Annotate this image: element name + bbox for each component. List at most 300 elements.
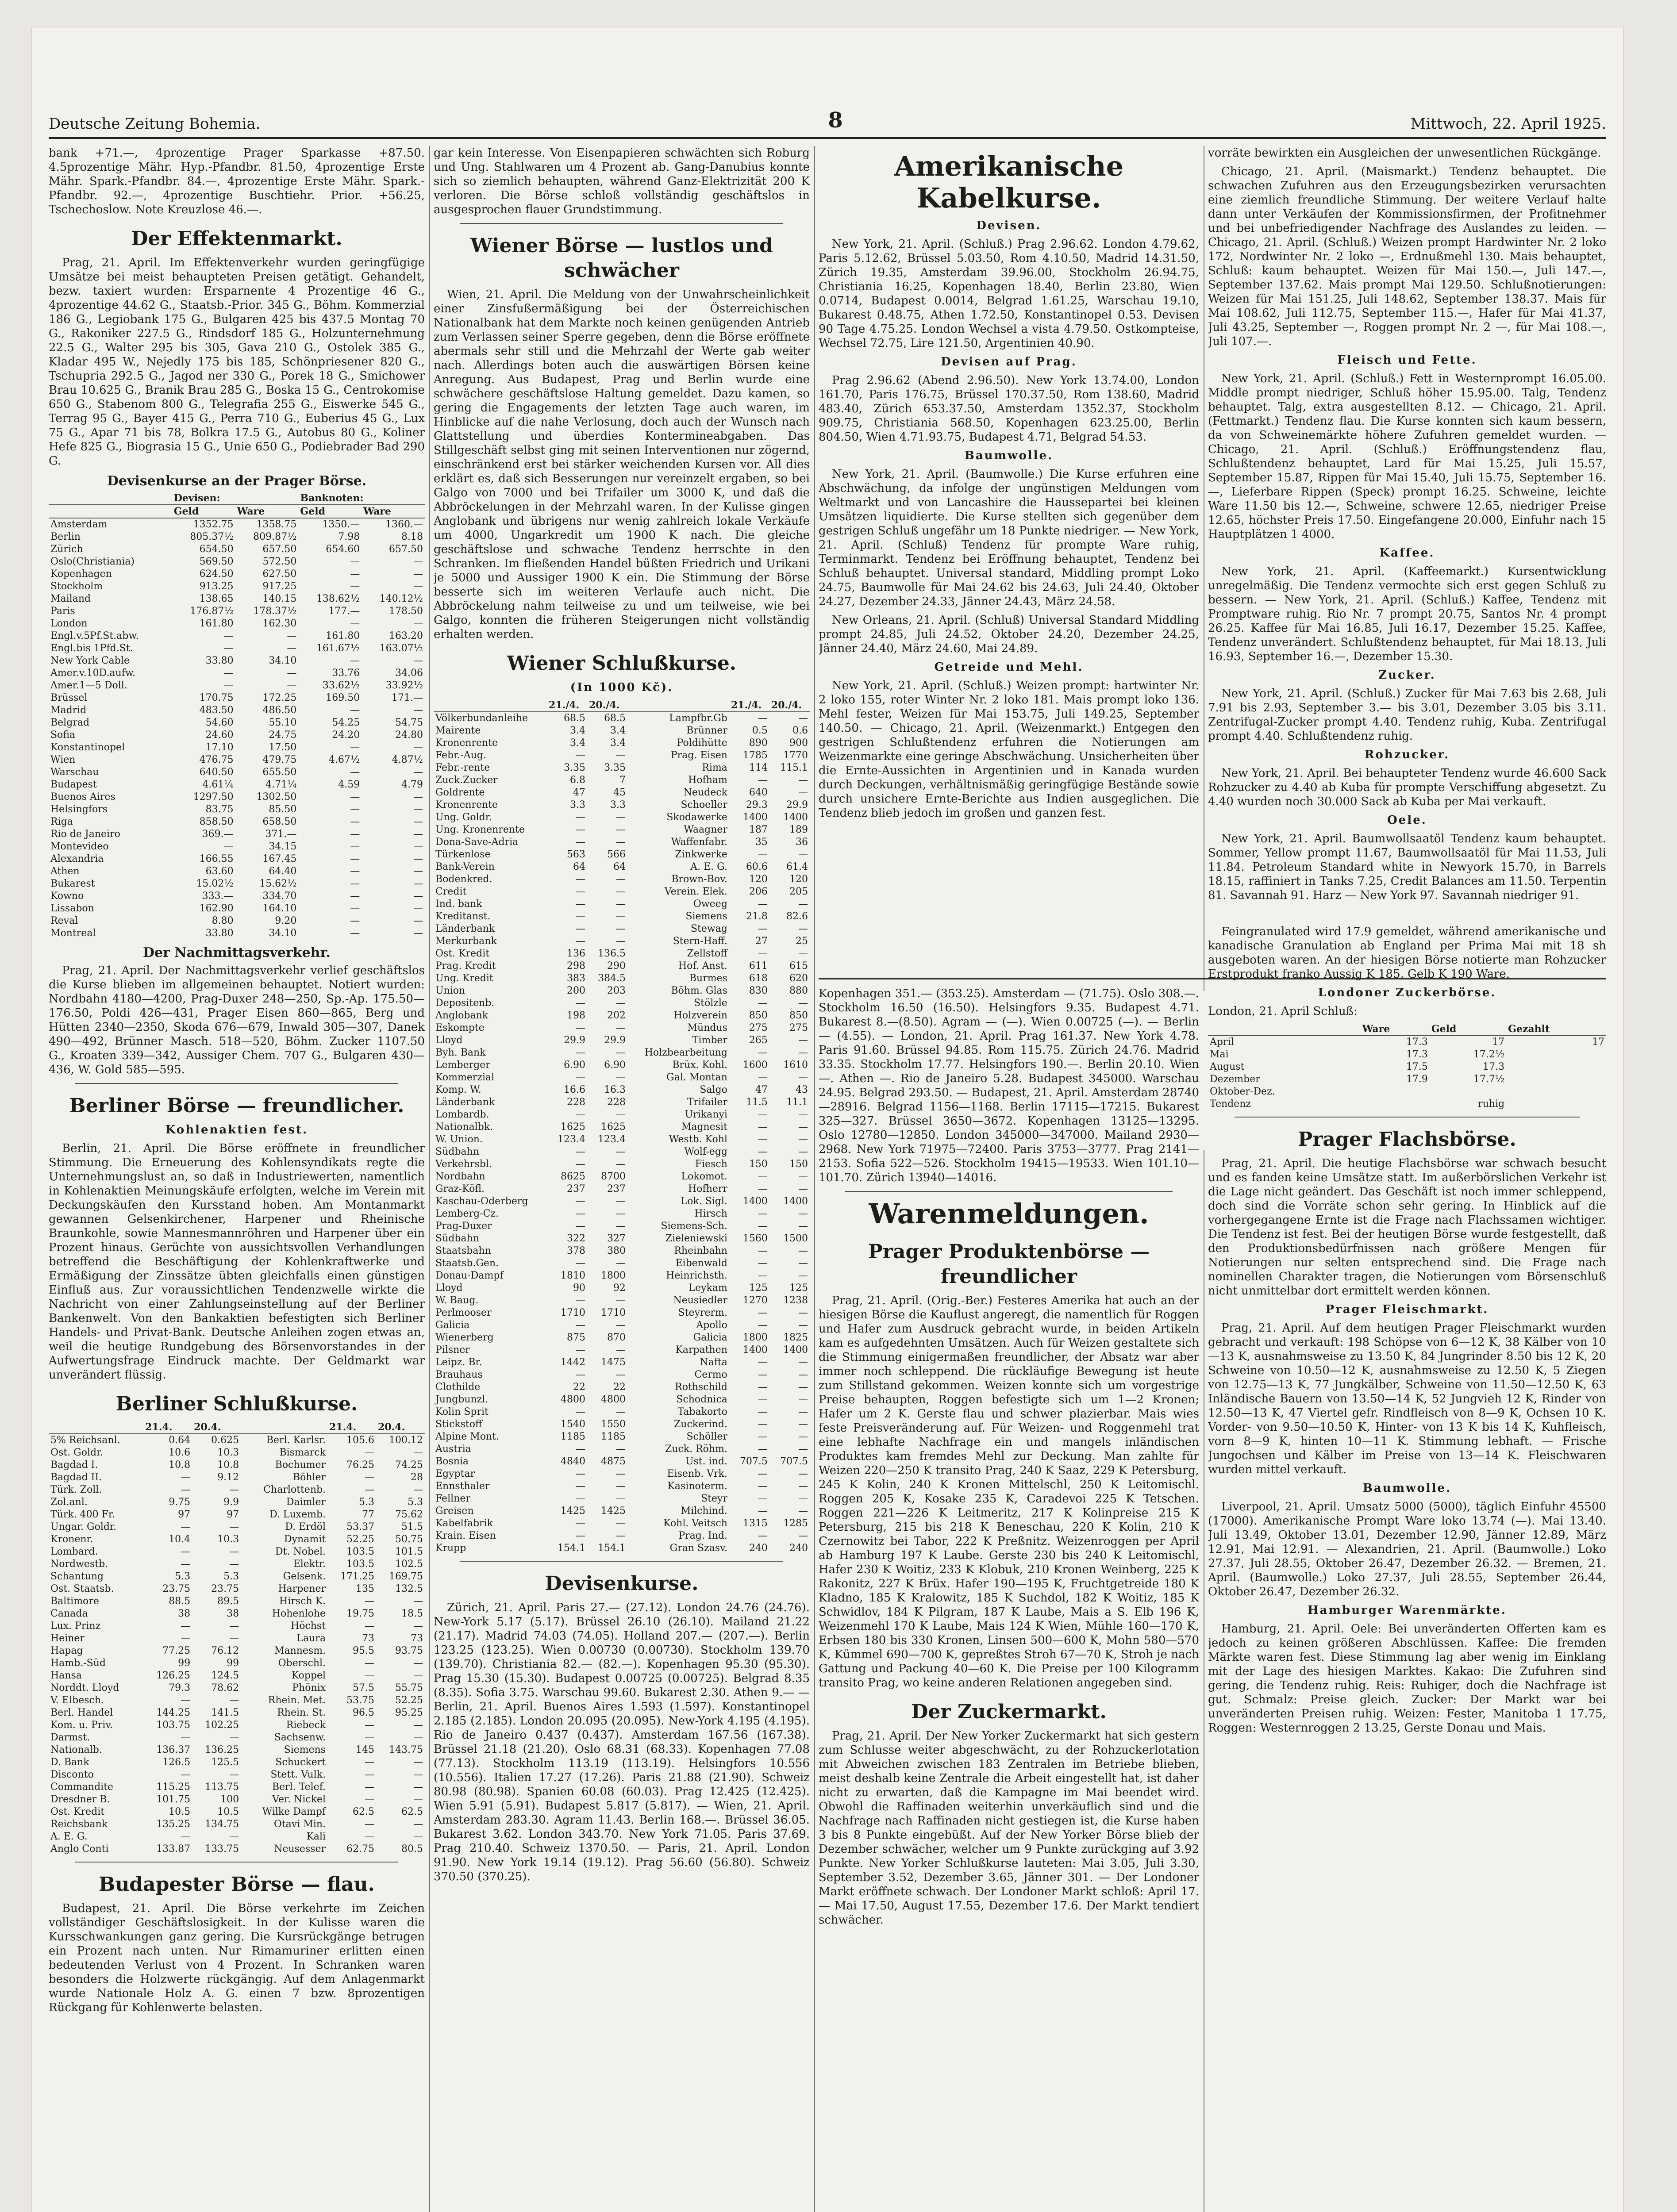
table-row	[434, 1493, 810, 1505]
table-cell: —	[758, 1394, 768, 1405]
table-cell: Hamb.-Süd	[50, 1658, 106, 1669]
table-cell: —	[616, 1468, 626, 1479]
table-cell: 125	[789, 1283, 808, 1294]
londoner-zuckerboerse-lead: London, 21. April Schluß:	[1208, 1005, 1358, 1018]
table-cell: Laura	[296, 1633, 326, 1644]
table-cell: —	[758, 948, 768, 959]
table-cell: 298	[567, 960, 586, 972]
table-cell: —	[413, 841, 423, 852]
table-cell: Athen	[50, 866, 80, 877]
table-cell: 7	[619, 775, 626, 786]
table-cell: Bagdad I.	[50, 1459, 98, 1471]
table-row	[434, 787, 810, 799]
table-cell: 95.5	[353, 1645, 375, 1656]
table-cell: Siemens	[284, 1744, 326, 1755]
table-cell: Siemens-Sch.	[661, 1221, 727, 1232]
table-cell: Byh. Bank	[435, 1047, 486, 1058]
table-cell: 33.92½	[385, 680, 423, 691]
table-cell: 5.3	[359, 1497, 375, 1508]
table-cell: 1400	[783, 1344, 808, 1356]
table-cell: 75.62	[395, 1509, 423, 1520]
nachmittagsverkehr-text: Prag, 21. April. Der Nachmittagsverkehr verlief geschäftslos die Kurse blieben im allgemeinen behauptet. Notiert wurden: Nordbahn 4180—4200, Prag-Duxer 248—250, Sp.-Ap. 175.50—176.50, Poldi 426—431, Prager Eisen 860—865, Berg und Hütten 2340—2350, Skoda 676—679, Inwald 305—307, Danek 490—492, Brünner Masch. 518—520, Böhm. Zucker 1107.50 G., Kroaten 339—342, Aussiger Chem. 707 G., Bulgaren 430—436, W. Gold 585—595.	[49, 964, 425, 1076]
table-row	[49, 902, 425, 915]
table-cell: Mannesm.	[274, 1645, 326, 1656]
table-cell: 205	[789, 886, 808, 897]
table-cell: —	[798, 923, 808, 934]
table-cell: 29.3	[746, 799, 768, 810]
table-cell: 627.50	[262, 568, 297, 580]
devisenkurse-table	[49, 492, 425, 940]
table-cell: —	[758, 1146, 768, 1157]
table-cell: 850	[789, 1010, 808, 1021]
table-cell: —	[576, 837, 586, 848]
table-cell: —	[413, 791, 423, 803]
table-row	[49, 1484, 425, 1496]
table-cell: —	[350, 705, 360, 716]
table-cell: Verein. Elek.	[664, 886, 727, 897]
table-cell: —	[616, 923, 626, 934]
column-header: Gezahlt	[1506, 1023, 1606, 1036]
table-cell: —	[758, 1270, 768, 1281]
table-cell: —	[576, 812, 586, 823]
table-cell: Poldihütte	[677, 737, 727, 749]
table-cell: Goldrente	[435, 787, 485, 798]
table-cell: Zuck.Zucker	[435, 775, 498, 786]
table-cell: —	[413, 878, 423, 889]
table-cell: 52.25	[346, 1534, 375, 1545]
table-cell: Staatsb.Gen.	[435, 1258, 499, 1269]
table-cell: —	[616, 1146, 626, 1157]
table-row	[49, 890, 425, 902]
kaffee-heading: Kaffee.	[1379, 546, 1435, 560]
table-cell: —	[350, 853, 360, 864]
table-cell: 55.75	[395, 1682, 423, 1694]
kabelkurse-text: New York, 21. April. (Schluß.) Prag 2.96.62. London 4.79.62, Paris 5.12.62, Brüssel 5.03.50, Rom 4.10.50, Madrid 14.31.50, Zürich 19.35, Amsterdam 39.96.00, Stockholm 26.94.75, Christiania 16.25, Kopenhagen 18.40, Berlin 23.80, Wien 0.0714, Budapest 0.0014, Belgrad 1.61.25, Warschau 19.10, Bukarest 0.48.75, Athen 1.72.50, Konstantinopel 0.53. Devisen 90 Tage 4.75.25. London Wechsel a vista 4.79.50. Ostkompteise, Wechsel 72.75, Lire 121.50, Argentinien 40.90.	[819, 238, 1199, 350]
table-cell: —	[365, 1720, 375, 1731]
table-cell: —	[576, 923, 586, 934]
table-cell: Schöller	[686, 1431, 727, 1442]
table-cell: —	[758, 1357, 768, 1368]
effektenmarkt-text: Prag, 21. April. Im Effektenverkehr wurden geringfügige Umsätze bei meist behaupteten Preisen getätigt. Gehandelt, bezw. taxiert wurden: Ersparnente 4 Prozentige 46 G., 4prozentige 44.62 G., Staatsb.-Prior. 345 G., Böhm. Kommerzial 186 G., Legiobank 175 G., Bulgaren 425 bis 437.5 Montag 70 G., Rakoniker 227.5 G., Rindsdorf 185 G., Holzunternehmung 22.5 G., Walter 295 bis 305, Gava 210 G., Ostolek 385 G., Kladar 495 W., Nejedly 175 bis 185, Schönpriesener 820 G., Tschupria 292.5 G., Jagod ner 330 G., Porek 18 G., Smichower Brau 10.625 G., Branik Brau 285 G., Boska 15 G., Centrokomise 650 G., Stabenom 800 G., Telegrafia 255 G., Eiswerke 545 G., Terrag 95 G., Bayer 415 G., Perra 710 G., Euberius 45 G., Lux 75 G., Apar 71 bis 78, Bolkra 17.5 G., Autobus 80 G., Koliner Hefe 825 G., Biograsia 15 G., Unie 650 G., Podiebrader Bad 290 G.	[49, 256, 425, 468]
table-row	[49, 1793, 425, 1806]
table-row	[434, 972, 810, 985]
table-cell: —	[229, 1546, 239, 1557]
table-cell: —	[576, 1047, 586, 1058]
table-cell: Zellstoff	[687, 948, 727, 959]
table-cell: 29.9	[786, 799, 808, 810]
table-cell: Kowno	[50, 891, 84, 902]
table-cell: 4800	[601, 1394, 626, 1405]
table-row	[434, 1233, 810, 1245]
table-cell: —	[413, 618, 423, 629]
table-cell: Febr.-Aug.	[435, 750, 486, 761]
table-cell: 618	[749, 973, 768, 984]
table-row	[49, 1719, 425, 1732]
table-cell: —	[413, 853, 423, 864]
table-row	[434, 1394, 810, 1406]
table-cell: —	[350, 891, 360, 902]
table-cell: 176.87½	[190, 606, 234, 617]
table-row	[1208, 1086, 1606, 1098]
table-cell: —	[576, 1159, 586, 1170]
table-cell: Bukarest	[50, 878, 95, 889]
table-cell: 8625	[561, 1171, 586, 1182]
column-header: Ware	[1361, 1023, 1430, 1036]
table-cell: 162.90	[199, 903, 234, 914]
table-cell: —	[616, 1444, 626, 1455]
table-row	[49, 754, 425, 766]
table-cell	[1506, 1098, 1606, 1110]
schlusskurse-heading: Berliner Schlußkurse.	[115, 1393, 358, 1415]
table-cell: —	[365, 1732, 375, 1743]
oele-heading: Oele.	[1387, 814, 1427, 827]
table-row	[434, 1381, 810, 1394]
table-cell: —	[616, 1072, 626, 1083]
table-cell	[1361, 1086, 1430, 1098]
table-cell: Waffenfabr.	[671, 837, 727, 848]
column-header: 20.4.	[192, 1421, 241, 1434]
table-cell: Zuckerind.	[673, 1419, 727, 1430]
table-cell: 1400	[742, 1344, 768, 1356]
table-cell: —	[798, 1320, 808, 1331]
zuckermarkt-text: Prag, 21. April. Der New Yorker Zuckermarkt hat sich gestern zum Schlusse weiter abgeschwächt, zu der Rohzuckerlotation mit Abweichen zwischen 183 Zentralen im Betriebe blieben, meist deshalb keine Zentrale die Arbeit eingestellt hat, ist daher nicht zu erwarten, daß die Kampagne im Mai beendet wird. Obwohl die Raffinaden weiterhin unverkäuflich sind und die Nachfrage nach Raffinaden nicht gestiegen ist, die Kurse haben 3 bis 8 Punkte eingebüßt. Auf der New Yorker Börse blieb der Dezember schwächer, welcher um 9 Punkte zurückging auf 3.92 Punkte. New Yorker Schlußkurse lauteten: Mai 3.05, Juli 3.30, September 3.52, Dezember 3.65, Jänner 301. — Der Londoner Markt eröffnete schwach. Der Londoner Markt schloß: April 17. — Mai 17.50, August 17.55, Dezember 17.6. Der Markt tendiert schwächer.	[819, 1729, 1199, 1927]
table-cell: 1800	[601, 1270, 626, 1281]
table-cell: —	[413, 891, 423, 902]
liverpool-text: Liverpool, 21. April. Umsatz 5000 (5000), täglich Einfuhr 45500 (17000). Amerikanische Prompt Ware loko 13.74 (—). Mai 13.40. Juli 13.49, Oktober 13.01, Dezember 12.90, Jänner 12.89, März 12.91, Mai 12.91. — Alexandrien, 21. April. (Baumwolle.) Loko 27.37, Juli 28.55, Oktober 26.47, Dezember 26.32. — Bremen, 21. April. (Baumwolle.) Loko 27.37, Juli 28.55, September 26.44, Oktober 26.47, Dezember 26.32.	[1208, 1500, 1606, 1598]
table-cell: 114	[749, 762, 768, 773]
table-cell: —	[576, 1109, 586, 1120]
table-cell: Ungar. Goldr.	[50, 1521, 117, 1532]
hamburger-warenmaerkte-text: Hamburg, 21. April. Oele: Bei unveränderten Offerten kam es jedoch zu keinen größeren Abschlüssen. Kaffee: Die fremden Märkte waren fest. Diese Stimmung lag aber wenig im Einklang mit der Lage des hiesigen Marktes. Kakao: Die Zufuhren sind gering, die Tendenz ruhig. Reis: Ruhiger, doch die Nachfrage ist gut. Schmalz: Preise gleich. Zucker: Der Markt war bei unveränderten Preisen ruhig. Weizen: Fester, Manitoba 1 17.75, Roggen: Westernroggen 2 13.25, Gerste Donau und Mais.	[1208, 1622, 1606, 1735]
table-cell: Nationalbk.	[435, 1121, 493, 1133]
table-cell: Charlottenb.	[263, 1484, 326, 1495]
table-cell: 9.12	[217, 1472, 239, 1483]
table-cell: Krupp	[435, 1543, 466, 1554]
table-cell: —	[758, 849, 768, 860]
column-header	[627, 699, 729, 712]
table-cell: 161.80	[326, 630, 360, 641]
table-cell: Lloyd	[435, 1035, 463, 1046]
table-cell: 103.5	[346, 1559, 375, 1570]
table-cell: Tabakorto	[677, 1406, 727, 1417]
flachsboerse-heading: Prager Flachsbörse.	[1298, 1128, 1516, 1151]
table-cell: —	[798, 1530, 808, 1541]
table-cell: 890	[749, 737, 768, 749]
table-cell: Holzbearbeitung	[644, 1047, 727, 1058]
table-cell: —	[758, 1245, 768, 1256]
table-row	[49, 580, 425, 593]
table-cell: Schoeller	[681, 799, 727, 810]
table-cell: Eisenb. Vrk.	[667, 1468, 727, 1479]
table-cell: 880	[789, 985, 808, 996]
table-cell: 161.67½	[316, 643, 360, 654]
table-cell: —	[350, 804, 360, 815]
getreide-heading: Getreide und Mehl.	[934, 661, 1084, 674]
table-cell: 17.50	[269, 742, 297, 753]
table-cell: —	[413, 1596, 423, 1607]
table-cell: —	[413, 1621, 423, 1632]
devisen-continued-text: Kopenhagen 351.— (353.25). Amsterdam — (71.75). Oslo 308.—. Stockholm 16.50 (16.50). Helsingfors 9.35. Budapest 4.71. Bukarest 8.—(8.50). Agram — (—). Wien 0.00725 (—). — Berlin — (4.55). — London, 21. April. Prag 161.37. New York 4.78. Paris 91.60. Brüssel 94.85. Rom 115.75. Zürich 24.76. Madrid 33.35. Stockholm 17.77. Helsingfors 190.—. Berlin 20.10. Wien —. Athen —. Rio de Janeiro 5.28. Budapest 345000. Warschau 24.95. Belgrad 293.50. — Budapest, 21. April. Amsterdam 28740—28916. Belgrad 1156—1168. Berlin 17115—17215. Bukarest 325—327. Brüssel 3650—3672. Kopenhagen 13125—13295. Oslo 12780—12850. London 345000—347000. Mailand 2930—2968. New York 71975—72400. Paris 3753—3777. Prag 2141—2153. Sofia 522—526. Stockholm 19415—19533. Wien 101.10—101.70. Zürich 13940—14016.	[819, 987, 1199, 1184]
table-cell: —	[758, 1481, 768, 1492]
table-row	[1208, 1073, 1606, 1086]
table-cell: 1315	[742, 1518, 768, 1529]
table-cell: Steyrerm.	[678, 1307, 727, 1318]
table-cell: 369.—	[202, 829, 234, 840]
table-cell: Dt. Nobel.	[275, 1546, 326, 1557]
table-cell: 620	[789, 973, 808, 984]
table-cell: Egyptar	[435, 1468, 475, 1479]
table-cell: —	[413, 581, 423, 592]
table-cell: —	[350, 791, 360, 803]
table-cell: Riga	[50, 816, 73, 827]
table-cell: Febr.-rente	[435, 762, 490, 773]
fleisch-fette-heading: Fleisch und Fette.	[1337, 353, 1477, 367]
table-cell: 125.5	[211, 1757, 239, 1768]
table-cell: —	[287, 680, 297, 691]
table-cell: —	[616, 1295, 626, 1306]
table-row	[49, 1781, 425, 1793]
table-cell: Hofham	[688, 775, 727, 786]
table-cell: 34.06	[395, 668, 423, 679]
table-row	[434, 1220, 810, 1233]
table-row	[49, 568, 425, 580]
table-cell: —	[350, 742, 360, 753]
table-cell: 170.75	[199, 692, 234, 703]
table-cell: Kolin Sprit	[435, 1406, 488, 1417]
table-cell: Amsterdam	[50, 519, 108, 530]
table-cell: Hof. Anst.	[678, 960, 727, 972]
rohzucker-heading: Rohzucker.	[1364, 748, 1450, 761]
column-1	[49, 146, 425, 2212]
table-cell: —	[616, 1493, 626, 1504]
table-row	[434, 1505, 810, 1517]
column-header: 21.4.	[143, 1421, 192, 1434]
table-cell: 900	[789, 737, 808, 749]
table-cell: Leipz. Br.	[435, 1357, 482, 1368]
table-cell: Riebeck	[286, 1720, 326, 1731]
table-cell: —	[758, 1109, 768, 1120]
table-cell: 24.75	[269, 730, 297, 741]
table-cell: 24.60	[205, 730, 234, 741]
table-cell: 1238	[783, 1295, 808, 1306]
table-cell: Harpener	[278, 1583, 326, 1594]
table-cell: Heiner	[50, 1633, 85, 1644]
table-cell: —	[350, 816, 360, 827]
table-cell: Perlmooser	[435, 1307, 492, 1318]
table-cell: 77.25	[162, 1645, 191, 1656]
table-cell: —	[798, 1493, 808, 1504]
table-cell: 0.64	[169, 1435, 191, 1446]
table-cell: 3.3	[610, 799, 626, 810]
table-row	[434, 898, 810, 910]
table-cell: 228	[567, 1097, 586, 1108]
table-cell: —	[758, 998, 768, 1009]
table-cell: —	[365, 1447, 375, 1458]
table-cell: 17.3	[1406, 1037, 1428, 1048]
table-cell: 143.75	[389, 1744, 423, 1755]
table-cell: 11.1	[786, 1097, 808, 1108]
column-header	[49, 505, 172, 518]
table-row	[49, 729, 425, 741]
table-cell: 100.12	[389, 1435, 423, 1446]
table-cell: —	[798, 775, 808, 786]
table-cell: Graz-Köfl.	[435, 1183, 485, 1194]
table-cell: 113.75	[205, 1782, 239, 1793]
table-cell: 809.87½	[253, 531, 297, 542]
table-cell: 99	[227, 1658, 239, 1669]
table-row	[434, 836, 810, 849]
table-cell: Ost. Kredit	[435, 948, 490, 959]
table-cell: 1710	[561, 1307, 586, 1318]
table-cell: Lemberger	[435, 1060, 490, 1071]
table-cell: —	[616, 1196, 626, 1207]
table-cell: Rheinbahn	[674, 1245, 727, 1256]
table-cell: 53.37	[346, 1521, 375, 1532]
table-cell: Mai	[1210, 1049, 1229, 1060]
table-cell: —	[616, 1518, 626, 1529]
table-cell: Brown-Bov.	[671, 874, 727, 885]
table-cell: —	[616, 1109, 626, 1120]
table-cell: —	[287, 668, 297, 679]
column-header	[434, 699, 547, 712]
table-row	[434, 1480, 810, 1493]
table-cell: 10.3	[217, 1447, 239, 1458]
table-row	[434, 737, 810, 749]
table-cell: —	[365, 1670, 375, 1681]
table-cell: —	[223, 643, 234, 654]
table-cell: Schodnica	[676, 1394, 727, 1405]
table-row	[49, 1732, 425, 1744]
table-cell: —	[616, 998, 626, 1009]
table-cell: 1825	[783, 1332, 808, 1343]
table-cell: 3.3	[570, 799, 586, 810]
table-cell: 483.50	[199, 705, 234, 716]
column-3-lower	[819, 987, 1199, 2212]
newspaper-page	[31, 27, 1624, 2212]
table-cell: 76.12	[211, 1645, 239, 1656]
table-cell: 870	[607, 1332, 626, 1343]
table-row	[434, 1270, 810, 1282]
table-cell: —	[758, 1493, 768, 1504]
table-cell: Bosnia	[435, 1456, 469, 1467]
table-cell: 655.50	[262, 767, 297, 778]
column-header: Ware	[362, 505, 425, 518]
zucker-text: New York, 21. April. (Schluß.) Zucker für Mai 7.63 bis 2.68, Juli 7.91 bis 2.93, September 3.— bis 3.01, Dezember 3.05 bis 3.11. Zentrifugal-Zucker prompt 4.40. Tendenz ruhig, Kuba. Zentrifugal prompt 4.40. Schlußtendenz ruhig.	[1208, 687, 1606, 743]
table-cell: —	[576, 1444, 586, 1455]
table-row	[49, 667, 425, 680]
table-cell: 875	[567, 1332, 586, 1343]
table-cell: Länderbank	[435, 1097, 495, 1108]
table-cell: 1770	[783, 750, 808, 761]
table-cell: 54.75	[395, 717, 423, 728]
effektenmarkt-heading: Der Effektenmarkt.	[131, 227, 342, 250]
table-cell: Krain. Eisen	[435, 1530, 496, 1541]
table-row	[434, 1183, 810, 1195]
table-cell: Budapest	[50, 779, 97, 790]
table-cell: —	[229, 1769, 239, 1780]
table-cell: 76.25	[346, 1459, 375, 1471]
table-cell: Verkehrsbl.	[435, 1159, 492, 1170]
table-cell: Montevideo	[50, 841, 109, 852]
table-cell: 371.—	[265, 829, 297, 840]
table-cell: 62.5	[353, 1806, 375, 1817]
table-cell: —	[181, 1472, 191, 1483]
table-cell: Rima	[702, 762, 727, 773]
table-cell: Anglo Conti	[50, 1843, 109, 1855]
table-cell: 138.65	[199, 593, 234, 604]
table-cell: 383	[567, 973, 586, 984]
table-row	[434, 1010, 810, 1022]
table-row	[434, 1096, 810, 1109]
table-row	[434, 935, 810, 948]
table-cell: Brünner	[686, 725, 727, 736]
table-row	[434, 1047, 810, 1059]
baumwolle-heading: Baumwolle.	[964, 449, 1054, 462]
table-cell: Ust. ind.	[685, 1456, 727, 1467]
table-cell: Prag. Eisen	[670, 750, 727, 761]
table-row	[49, 927, 425, 940]
table-cell: —	[616, 1208, 626, 1219]
table-cell: Sofia	[50, 730, 76, 741]
table-cell: 1475	[601, 1357, 626, 1368]
table-cell: 47	[755, 1084, 768, 1095]
table-cell: Mairente	[435, 725, 481, 736]
table-cell: Brauhaus	[435, 1369, 483, 1380]
table-cell: —	[350, 581, 360, 592]
table-cell: 9.75	[169, 1497, 191, 1508]
table-cell: Stockholm	[50, 581, 103, 592]
table-row	[1208, 1061, 1606, 1073]
table-row	[49, 1558, 425, 1571]
table-cell: 29.9	[604, 1035, 626, 1046]
table-cell: —	[413, 928, 423, 939]
fleisch-fette-text: New York, 21. April. (Schluß.) Fett in Westernprompt 16.05.00. Middle prompt niedriger, Schluß höher 15.95.00. Talg, Tendenz behauptet. Talg, extra ausgestellten 8.12. — Chicago, 21. April. (Fettmarkt.) Tendenz flau. Die Kurse konnten sich kaum bessern, da von Schweinemärkte höhere Zufuhren gemeldet wurden. — Chicago, 21. April. (Schluß.) Eröffnungstendenz flau, Schlußtendenz behauptet, Lard für Mai 15.25, Juli 15.57, September 15.87, Rippen für Mai 15.40, Juli 15.75, September 16.—, Lieferbare Rippen (Speck) prompt 16.25. Schweine, leichte Ware 11.50 bis 12.—, Schweine, schwere 12.65, niedriger Preise 12.65, höchster Preis 17.50. Eingefangene 20.000, Einfuhr nach 15 Hauptplätzen 1 4000.	[1208, 372, 1606, 541]
table-cell: —	[576, 1196, 586, 1207]
table-cell: 1400	[742, 1196, 768, 1207]
table-cell: Reichsbank	[50, 1819, 108, 1830]
table-cell: Nordwestb.	[50, 1559, 108, 1570]
table-row	[49, 1769, 425, 1781]
table-cell: —	[758, 713, 768, 724]
table-row	[49, 1756, 425, 1769]
table-cell: 45	[613, 787, 626, 798]
table-cell: —	[365, 1596, 375, 1607]
table-row	[434, 1307, 810, 1319]
table-cell: 133.87	[156, 1843, 191, 1855]
table-cell: —	[798, 1047, 808, 1058]
table-cell: 136	[567, 948, 586, 959]
table-cell: —	[616, 886, 626, 897]
table-cell: 92	[613, 1283, 626, 1294]
table-cell: —	[413, 655, 423, 666]
table-row	[49, 1533, 425, 1546]
table-cell: Pilsner	[435, 1344, 470, 1356]
table-cell: —	[576, 1295, 586, 1306]
table-row	[434, 1245, 810, 1257]
table-row	[49, 1744, 425, 1756]
table-cell: 486.50	[262, 705, 297, 716]
table-cell: Neudeck	[683, 787, 727, 798]
table-cell: Clothilde	[435, 1382, 481, 1393]
table-cell: 133.75	[205, 1843, 239, 1855]
table-row	[49, 1831, 425, 1843]
table-cell: 18.5	[401, 1608, 423, 1619]
table-cell: —	[229, 1633, 239, 1644]
table-cell: —	[365, 1484, 375, 1495]
table-cell: —	[181, 1484, 191, 1495]
table-cell: 27	[755, 936, 768, 947]
table-cell: 154.1	[558, 1543, 586, 1554]
